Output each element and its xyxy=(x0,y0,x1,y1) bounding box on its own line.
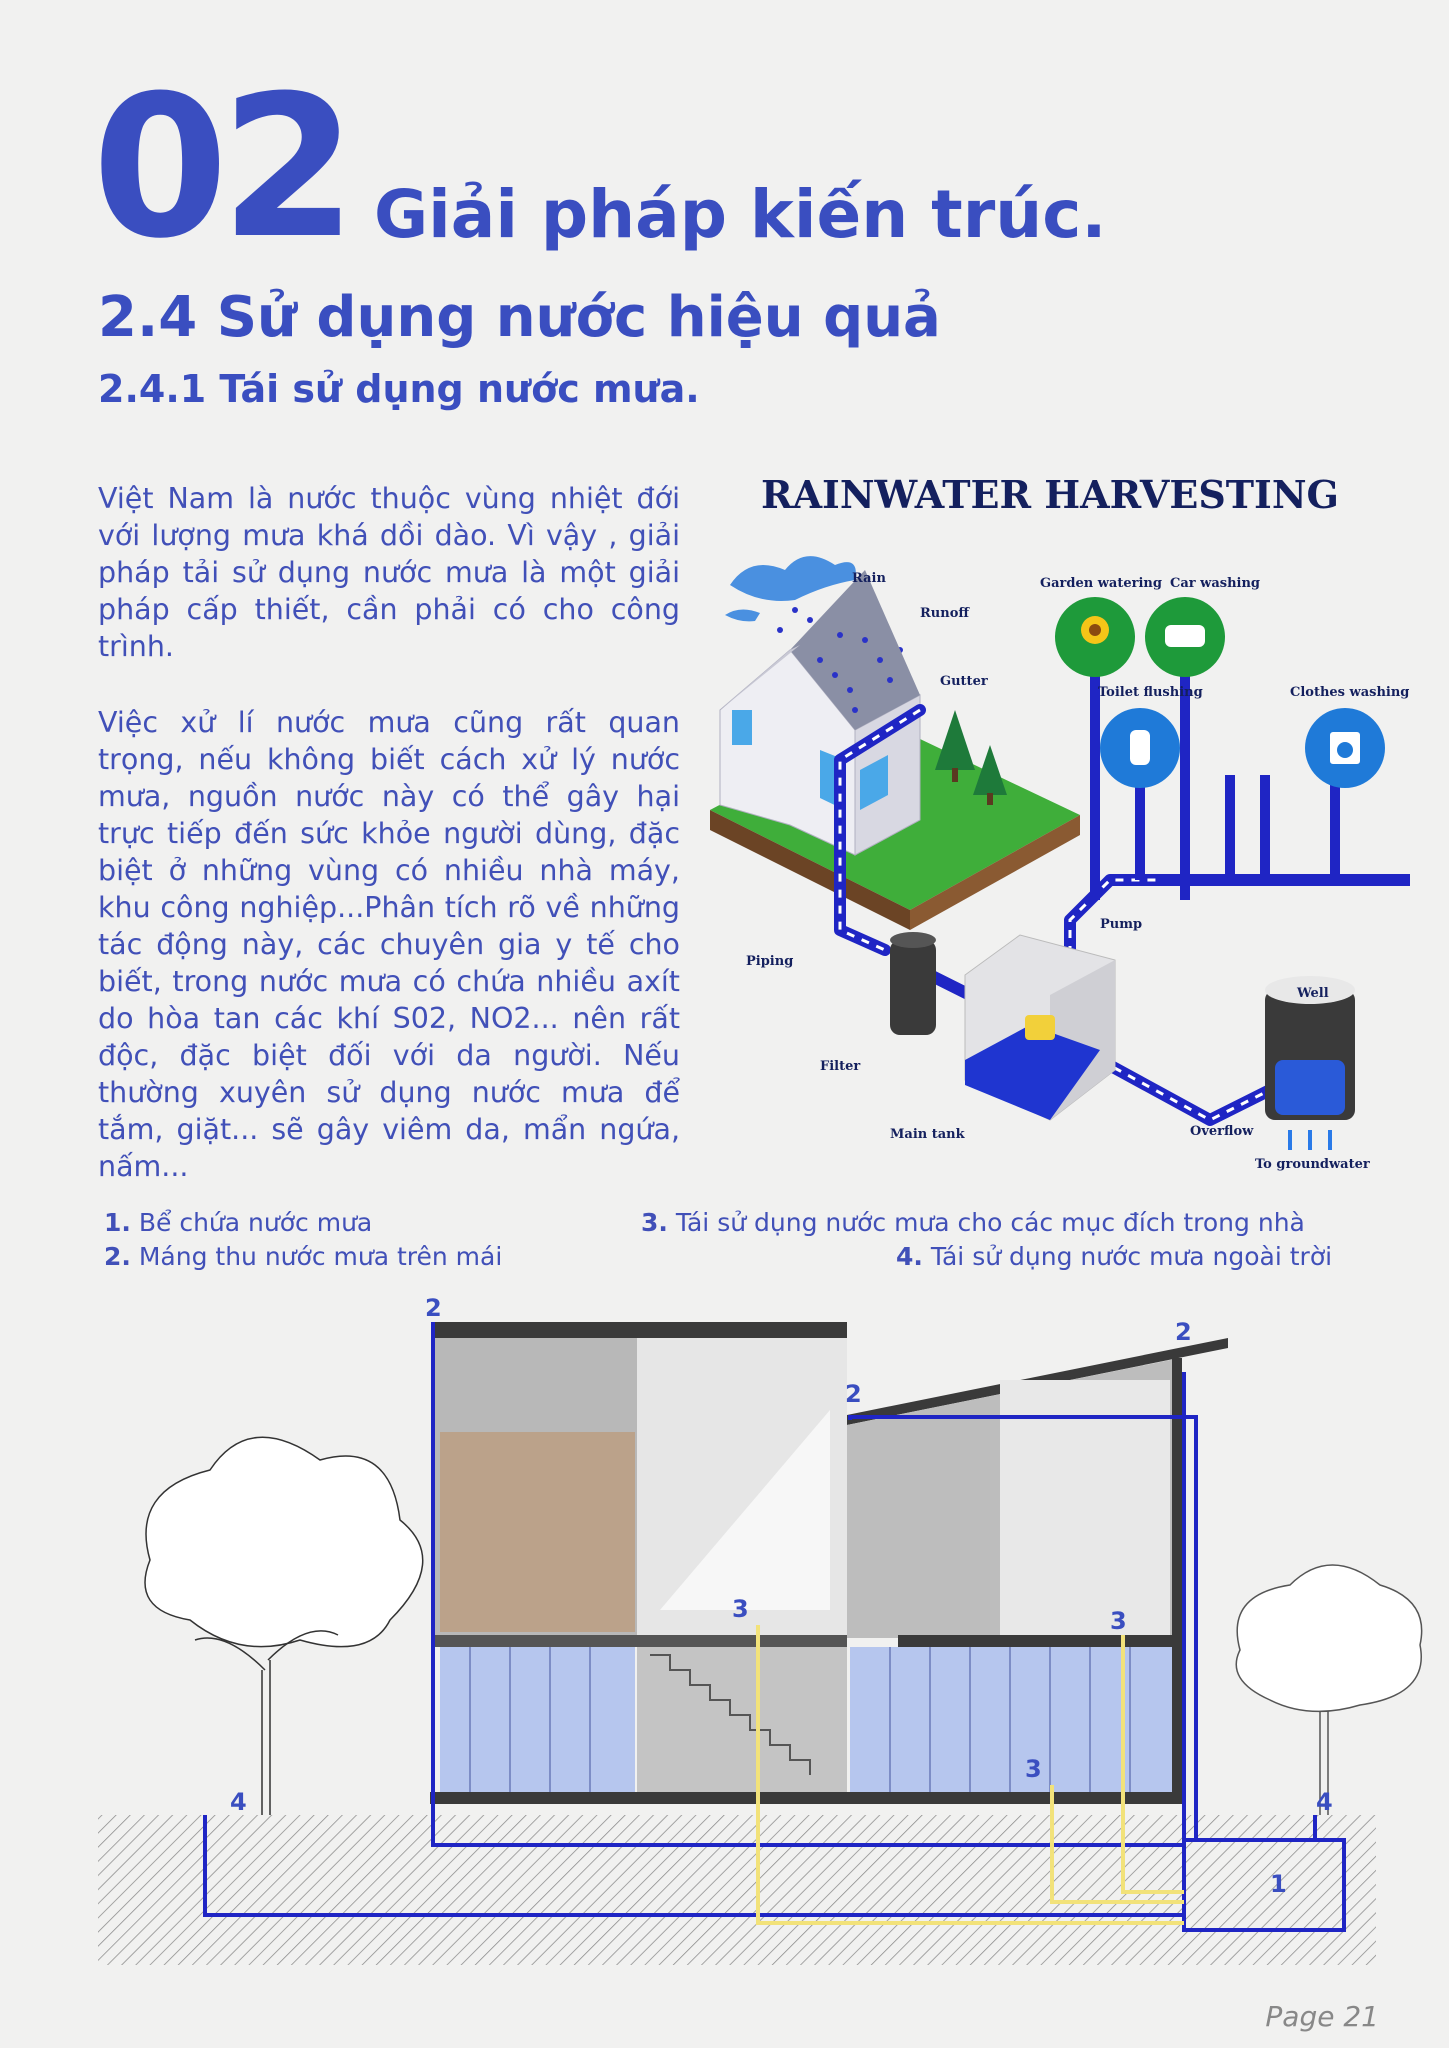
rainwater-harvesting-infographic xyxy=(690,470,1410,1190)
subsection-title: 2.4.1 Tái sử dụng nước mưa. xyxy=(98,367,700,411)
body-paragraph-1: Việt Nam là nước thuộc vùng nhiệt đới với lượng mưa khá dồi dào. Vì vậy , giải pháp tải sử dụng nước mưa là một giải pháp cấp thiết, cần phải có cho công trình. xyxy=(98,482,680,663)
legend-item-1: 1. Bể chứa nước mưa xyxy=(104,1208,373,1237)
car-washing-icon xyxy=(1145,597,1225,677)
marker-4: 4 xyxy=(230,1788,247,1816)
clothes-washing-icon xyxy=(1305,708,1385,788)
page-number: Page 21 xyxy=(1265,2000,1379,2033)
infographic-title: RAINWATER HARVESTING xyxy=(760,472,1340,517)
label-garden-watering: Garden watering xyxy=(1040,576,1162,591)
marker-3: 3 xyxy=(1025,1755,1042,1783)
label-toilet-flushing: Toilet flushing xyxy=(1098,685,1203,700)
building-right-block xyxy=(847,1338,1228,1798)
tree-right-icon xyxy=(1236,1565,1421,1815)
toilet-flushing-icon xyxy=(1100,708,1180,788)
marker-4: 4 xyxy=(1316,1788,1333,1816)
garden-watering-icon xyxy=(1055,597,1135,677)
label-to-groundwater: To groundwater xyxy=(1255,1157,1370,1172)
well-icon xyxy=(1265,976,1355,1150)
floor-slab xyxy=(430,1792,1182,1804)
legend-item-2: 2. Máng thu nước mưa trên mái xyxy=(104,1242,503,1271)
label-well: Well xyxy=(1297,986,1329,1001)
label-rain: Rain xyxy=(852,571,886,586)
marker-2: 2 xyxy=(845,1380,862,1408)
building-left-block xyxy=(432,1322,847,1792)
main-tank-icon xyxy=(965,935,1115,1120)
chapter-title: Giải pháp kiến trúc. xyxy=(374,176,1107,253)
label-car-washing: Car washing xyxy=(1170,576,1261,591)
label-filter: Filter xyxy=(820,1059,861,1074)
body-paragraph-2: Việc xử lí nước mưa cũng rất quan trọng, nếu không biết cách xử lý nước mưa, nguồn nước này có thể gây hại trực tiếp đến sức khỏe người dùng, đặc biệt ở những vùng có nhiều nhà máy, khu công nghiệp...Phân tích rõ về những tác động này, các chuyên gia y tế cho biết, trong nước mưa có chứa nhiều axít do hòa tan các khí S02, NO2... nên rất độc, đặc biệt đối với da người. Nếu thường xuyên sử dụng nước mưa để tắm, giặt... sẽ gây viêm da, mẩn ngứa, nấm... xyxy=(98,706,680,1183)
section-title: 2.4 Sử dụng nước hiệu quả xyxy=(98,285,941,350)
label-gutter: Gutter xyxy=(940,674,988,689)
marker-3: 3 xyxy=(732,1595,749,1623)
label-runoff: Runoff xyxy=(920,606,970,621)
legend-item-3: 3. Tái sử dụng nước mưa cho các mục đích trong nhà xyxy=(641,1208,1305,1237)
marker-3: 3 xyxy=(1110,1607,1127,1635)
label-overflow: Overflow xyxy=(1190,1124,1254,1139)
label-main-tank: Main tank xyxy=(890,1127,965,1142)
label-clothes-washing: Clothes washing xyxy=(1290,685,1410,700)
legend-item-4: 4. Tái sử dụng nước mưa ngoài trời xyxy=(896,1242,1333,1271)
marker-1: 1 xyxy=(1270,1870,1287,1898)
marker-2: 2 xyxy=(425,1294,442,1322)
tree-left-icon xyxy=(145,1437,423,1815)
label-piping: Piping xyxy=(746,954,794,969)
chapter-number: 02 xyxy=(92,54,349,282)
building-section-drawing xyxy=(0,1280,1449,2020)
marker-2: 2 xyxy=(1175,1318,1192,1346)
filter-icon xyxy=(890,932,936,1035)
label-pump: Pump xyxy=(1100,917,1143,932)
